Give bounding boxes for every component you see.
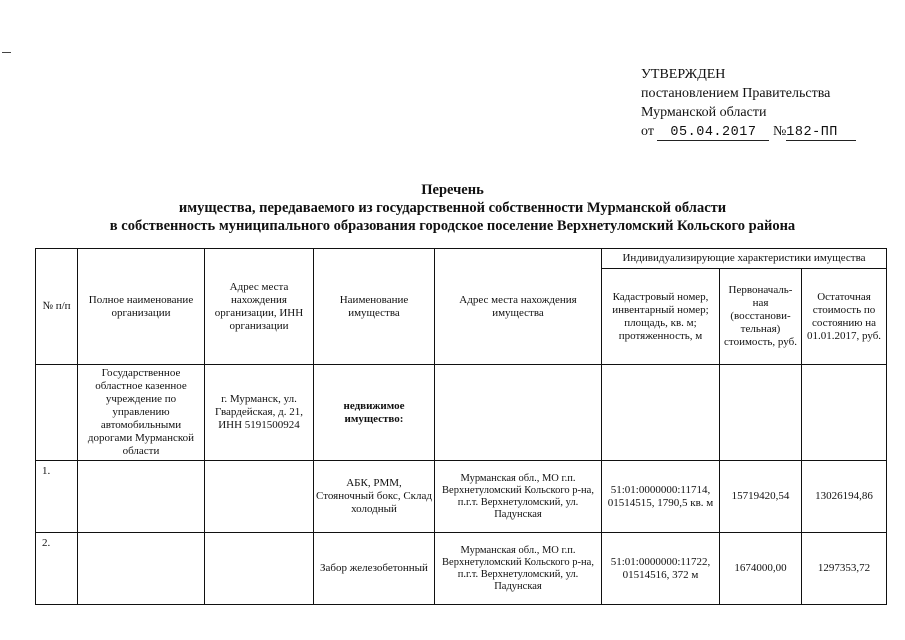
approval-line-1: постановлением Правительства [641, 86, 831, 101]
margin-mark [2, 52, 11, 53]
org-row-residual-cost [802, 365, 887, 461]
row-org-address [205, 461, 314, 533]
header-property-address: Адрес места нахождения имущества [435, 249, 602, 365]
header-num: № п/п [36, 249, 78, 365]
approval-date-line [641, 122, 856, 141]
header-org-name: Полное наименование организации [78, 249, 205, 365]
row-property-address: Мурманская обл., МО г.п. Верхнетуломский Кольского р-на, п.г.т. Верхнетуломский, ул. Падунская [435, 461, 602, 533]
org-row-cadastral [602, 365, 720, 461]
row-initial-cost: 1674000,00 [720, 533, 802, 605]
approval-line-2: Мурманской области [641, 105, 767, 120]
header-initial-cost: Первоначаль-ная (восстанови-тельная) стоимость, руб. [720, 269, 802, 365]
title-line-3: в собственность муниципального образования городское поселение Верхнетуломский Кольского района [109, 218, 796, 234]
row-num: 2. [36, 533, 78, 605]
org-row [36, 365, 887, 461]
row-cadastral: 51:01:0000000:11722, 01514516, 372 м [602, 533, 720, 605]
header-property-name: Наименование имущества [314, 249, 435, 365]
row-residual-cost: 13026194,86 [802, 461, 887, 533]
approval-heading: УТВЕРЖДЕН [641, 67, 726, 82]
row-property-address: Мурманская обл., МО г.п. Верхнетуломский Кольского р-на, п.г.т. Верхнетуломский, ул. Падунская [435, 533, 602, 605]
title-line-2: имущества, передаваемого из государственной собственности Мурманской области [178, 200, 727, 216]
approval-stamp [641, 65, 856, 141]
header-characteristics-group: Индивидуализирующие характеристики имущества [602, 249, 887, 269]
table-row [36, 533, 887, 605]
approval-date: 05.04.2017 [657, 126, 769, 141]
org-row-property-address [435, 365, 602, 461]
header-cadastral: Кадастровый номер, инвентарный номер; площадь, кв. м; протяженность, м [602, 269, 720, 365]
org-row-property-name: недвижимое имущество: [314, 365, 435, 461]
row-cadastral: 51:01:0000000:11714, 01514515, 1790,5 кв. м [602, 461, 720, 533]
row-property-name: АБК, РММ, Стояночный бокс, Склад холодный [314, 461, 435, 533]
row-org-name [78, 533, 205, 605]
row-property-name: Забор железобетонный [314, 533, 435, 605]
table-row [36, 461, 887, 533]
org-row-num [36, 365, 78, 461]
approval-number: 182-ПП [786, 126, 856, 141]
row-initial-cost: 15719420,54 [720, 461, 802, 533]
org-row-name: Государственное областное казенное учреждение по управлению автомобильными дорогами Мурманской области [78, 365, 205, 461]
row-org-name [78, 461, 205, 533]
title-line-1: Перечень [421, 182, 484, 198]
date-prefix: от [641, 124, 654, 139]
header-row-1 [36, 249, 887, 269]
org-row-initial-cost [720, 365, 802, 461]
row-num: 1. [36, 461, 78, 533]
document-title [0, 181, 905, 235]
org-row-address: г. Мурманск, ул. Гвардейская, д. 21, ИНН 5191500924 [205, 365, 314, 461]
header-org-address: Адрес места нахождения организации, ИНН организации [205, 249, 314, 365]
row-residual-cost: 1297353,72 [802, 533, 887, 605]
number-prefix: № [772, 124, 787, 139]
row-org-address [205, 533, 314, 605]
header-residual-cost: Остаточная стоимость по состоянию на 01.01.2017, руб. [802, 269, 887, 365]
property-table [35, 248, 887, 605]
